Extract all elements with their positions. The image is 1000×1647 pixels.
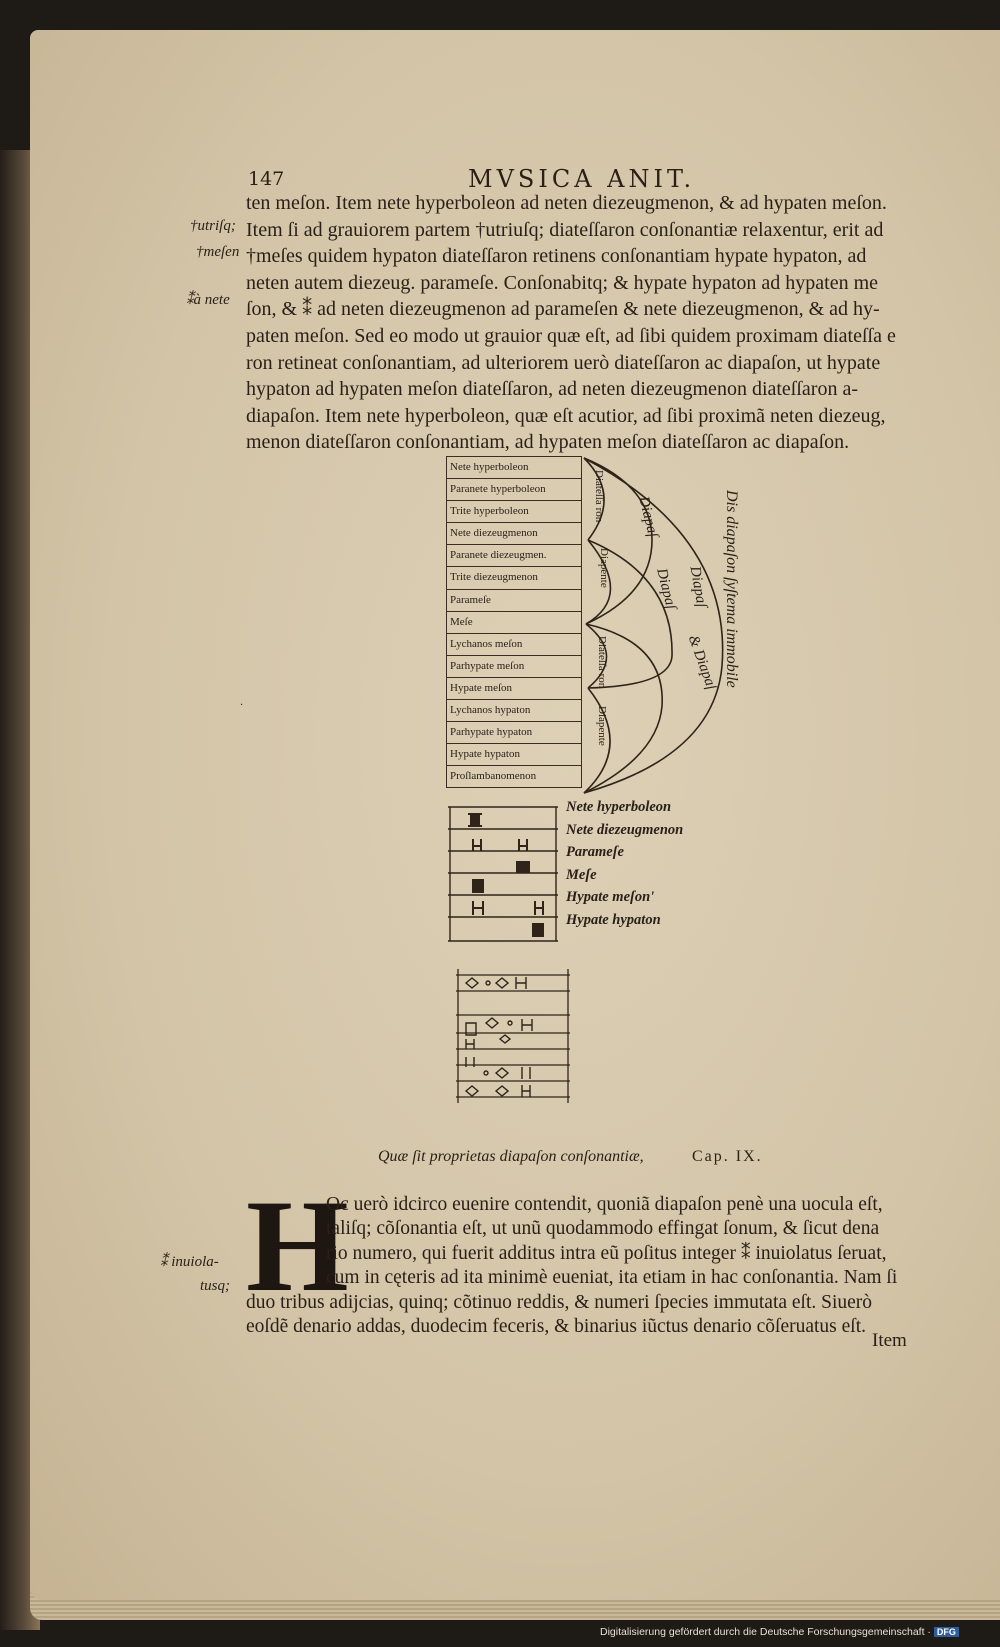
chapter-title: Quæ ſit proprietas diapaſon conſonantiæ, — [378, 1148, 644, 1165]
body-text — [246, 190, 936, 456]
text-line: duo tribus adijcias, quinq; cõtinuo reddis, & numeri ſpecies immutata eſt. Siuerò — [246, 1291, 873, 1313]
dis-diapason-diagram — [446, 456, 756, 794]
staff-label: Parameſe — [566, 844, 624, 860]
text-line: paten meſon. Sed eo modo ut grauior quæ eſt, ad ſibi quidem proximam diateſſa e — [246, 324, 896, 347]
note-name-table — [446, 456, 582, 788]
text-line: ten meſon. Item nete hyperboleon ad neten diezeugmenon, & ad hypaten meſon. — [246, 192, 887, 214]
note-row: Trite diezeugmenon — [446, 566, 582, 588]
digitization-footer — [600, 1626, 959, 1638]
text-line: Item ſi ad grauiorem partem †utriuſq; diateſſaron conſonantiæ relaxentur, erit ad — [246, 218, 884, 241]
arc-label: Diapaſ — [686, 564, 710, 609]
arc-label: Diapaſ — [635, 494, 661, 539]
notation-marks — [466, 977, 532, 1097]
note-row: Trite hyperboleon — [446, 500, 582, 522]
note-row: Paranete hyperboleon — [446, 478, 582, 500]
page-number: 147 — [248, 168, 285, 190]
note-row: Parameſe — [446, 589, 582, 611]
text-line: diapaſon. Item nete hyperboleon, quæ eſt acutior, ad ſibi proximã neten diezeug, — [246, 404, 886, 427]
text-line: ſon, & ⁑ ad neten diezeugmenon ad parameſen & nete diezeugmenon, & ad hy- — [246, 298, 880, 321]
text-line: eoſdẽ denario addas, duodecim feceris, & binarius iũctus denario cõſeruatus eſt. — [246, 1316, 866, 1337]
chapter-number: Cap. IX. — [692, 1148, 763, 1165]
arc-label: Diapente — [596, 706, 608, 746]
ink-mark: · — [240, 700, 244, 711]
notation-block — [456, 967, 576, 1107]
text-line: cum in cęteris ad ita minimè eueniat, ita etiam in hac conſonantia. Nam ſi — [326, 1267, 898, 1289]
note-row: Hypate hypaton — [446, 743, 582, 765]
staff-labels — [566, 796, 683, 931]
note-row: Parhypate hypaton — [446, 721, 582, 743]
staff-label: Hypate hypaton — [566, 911, 661, 928]
note-row: Paranete diezeugmen. — [446, 544, 582, 566]
text-line: menon diateſſaron conſonantiam, ad hypaten meſon diateſſaron ac diapaſon. — [246, 431, 850, 454]
text-line: Oc uerò idcirco euenire contendit, quoniã diapaſon penè una uocula eſt, — [326, 1194, 883, 1215]
note-row: Hypate meſon — [446, 677, 582, 699]
note-row: Proſlambanomenon — [446, 765, 582, 788]
catchword: Item — [872, 1330, 907, 1351]
margin-note: ⁑à nete — [186, 292, 230, 308]
staff-label: Hypate meſon' — [566, 889, 655, 905]
arc-label: Diateſſa ron — [593, 470, 605, 523]
margin-note: ⁑ inuiola- — [160, 1254, 219, 1270]
note-row: Lychanos meſon — [446, 633, 582, 655]
text-line: taliſq; cõſonantia eſt, ut unũ quodammodo effingat ſonum, & ſicut dena — [326, 1218, 880, 1240]
staff-label: Nete diezeugmenon — [566, 821, 684, 838]
note-row: Nete hyperboleon — [446, 456, 582, 478]
note-row: Parhypate meſon — [446, 655, 582, 677]
arc-label: Diapente — [598, 548, 610, 588]
arc-label: Diapaſ — [653, 566, 679, 611]
running-head: MVSICA ANIT. — [468, 165, 696, 193]
staff-diagram — [448, 803, 568, 951]
staff-label: Meſe — [566, 866, 597, 883]
margin-note: †utriſq; — [190, 218, 236, 234]
chapter-text-top — [326, 1193, 897, 1291]
arc-label: Diateſſa ron — [596, 636, 608, 689]
note-row: Nete diezeugmenon — [446, 522, 582, 544]
text-line: ron retineat conſonantiam, ad ulteriorem uerò diateſſaron ac diapaſon, ut hypate — [246, 351, 881, 374]
note-row: Lychanos hypaton — [446, 699, 582, 721]
arc-label: & Diapaſ — [684, 632, 720, 693]
diagram-side-title: Dis diapaſon ſyſtema immobile — [723, 490, 740, 688]
note-row: Meſe — [446, 611, 582, 633]
dfg-logo: DFG — [934, 1627, 959, 1637]
note-markers — [468, 813, 544, 937]
margin-note: tusq; — [200, 1278, 230, 1294]
margin-note: †meſen — [196, 244, 240, 260]
footer-text: Digitalisierung gefördert durch die Deutsche Forschungsgemeinschaft · — [600, 1626, 931, 1638]
text-line: †meſes quidem hypaton diateſſaron retinens conſonantiam hypate hypaton, ad — [246, 245, 867, 268]
chapter-text-bottom — [246, 1291, 872, 1340]
text-line: rio numero, qui fuerit additus intra eũ poſitus integer ⁑ inuiolatus ſeruat, — [326, 1242, 887, 1264]
drop-cap-initial: H — [246, 1172, 349, 1319]
staff-label: Nete hyperboleon — [566, 799, 672, 815]
text-line: neten autem diezeug. parameſe. Conſonabitq; & hypate hypaton ad hypaten me — [246, 271, 879, 294]
text-line: hypaton ad hypaten meſon diateſſaron, ad neten diezeugmenon diateſſaron a- — [246, 378, 858, 401]
